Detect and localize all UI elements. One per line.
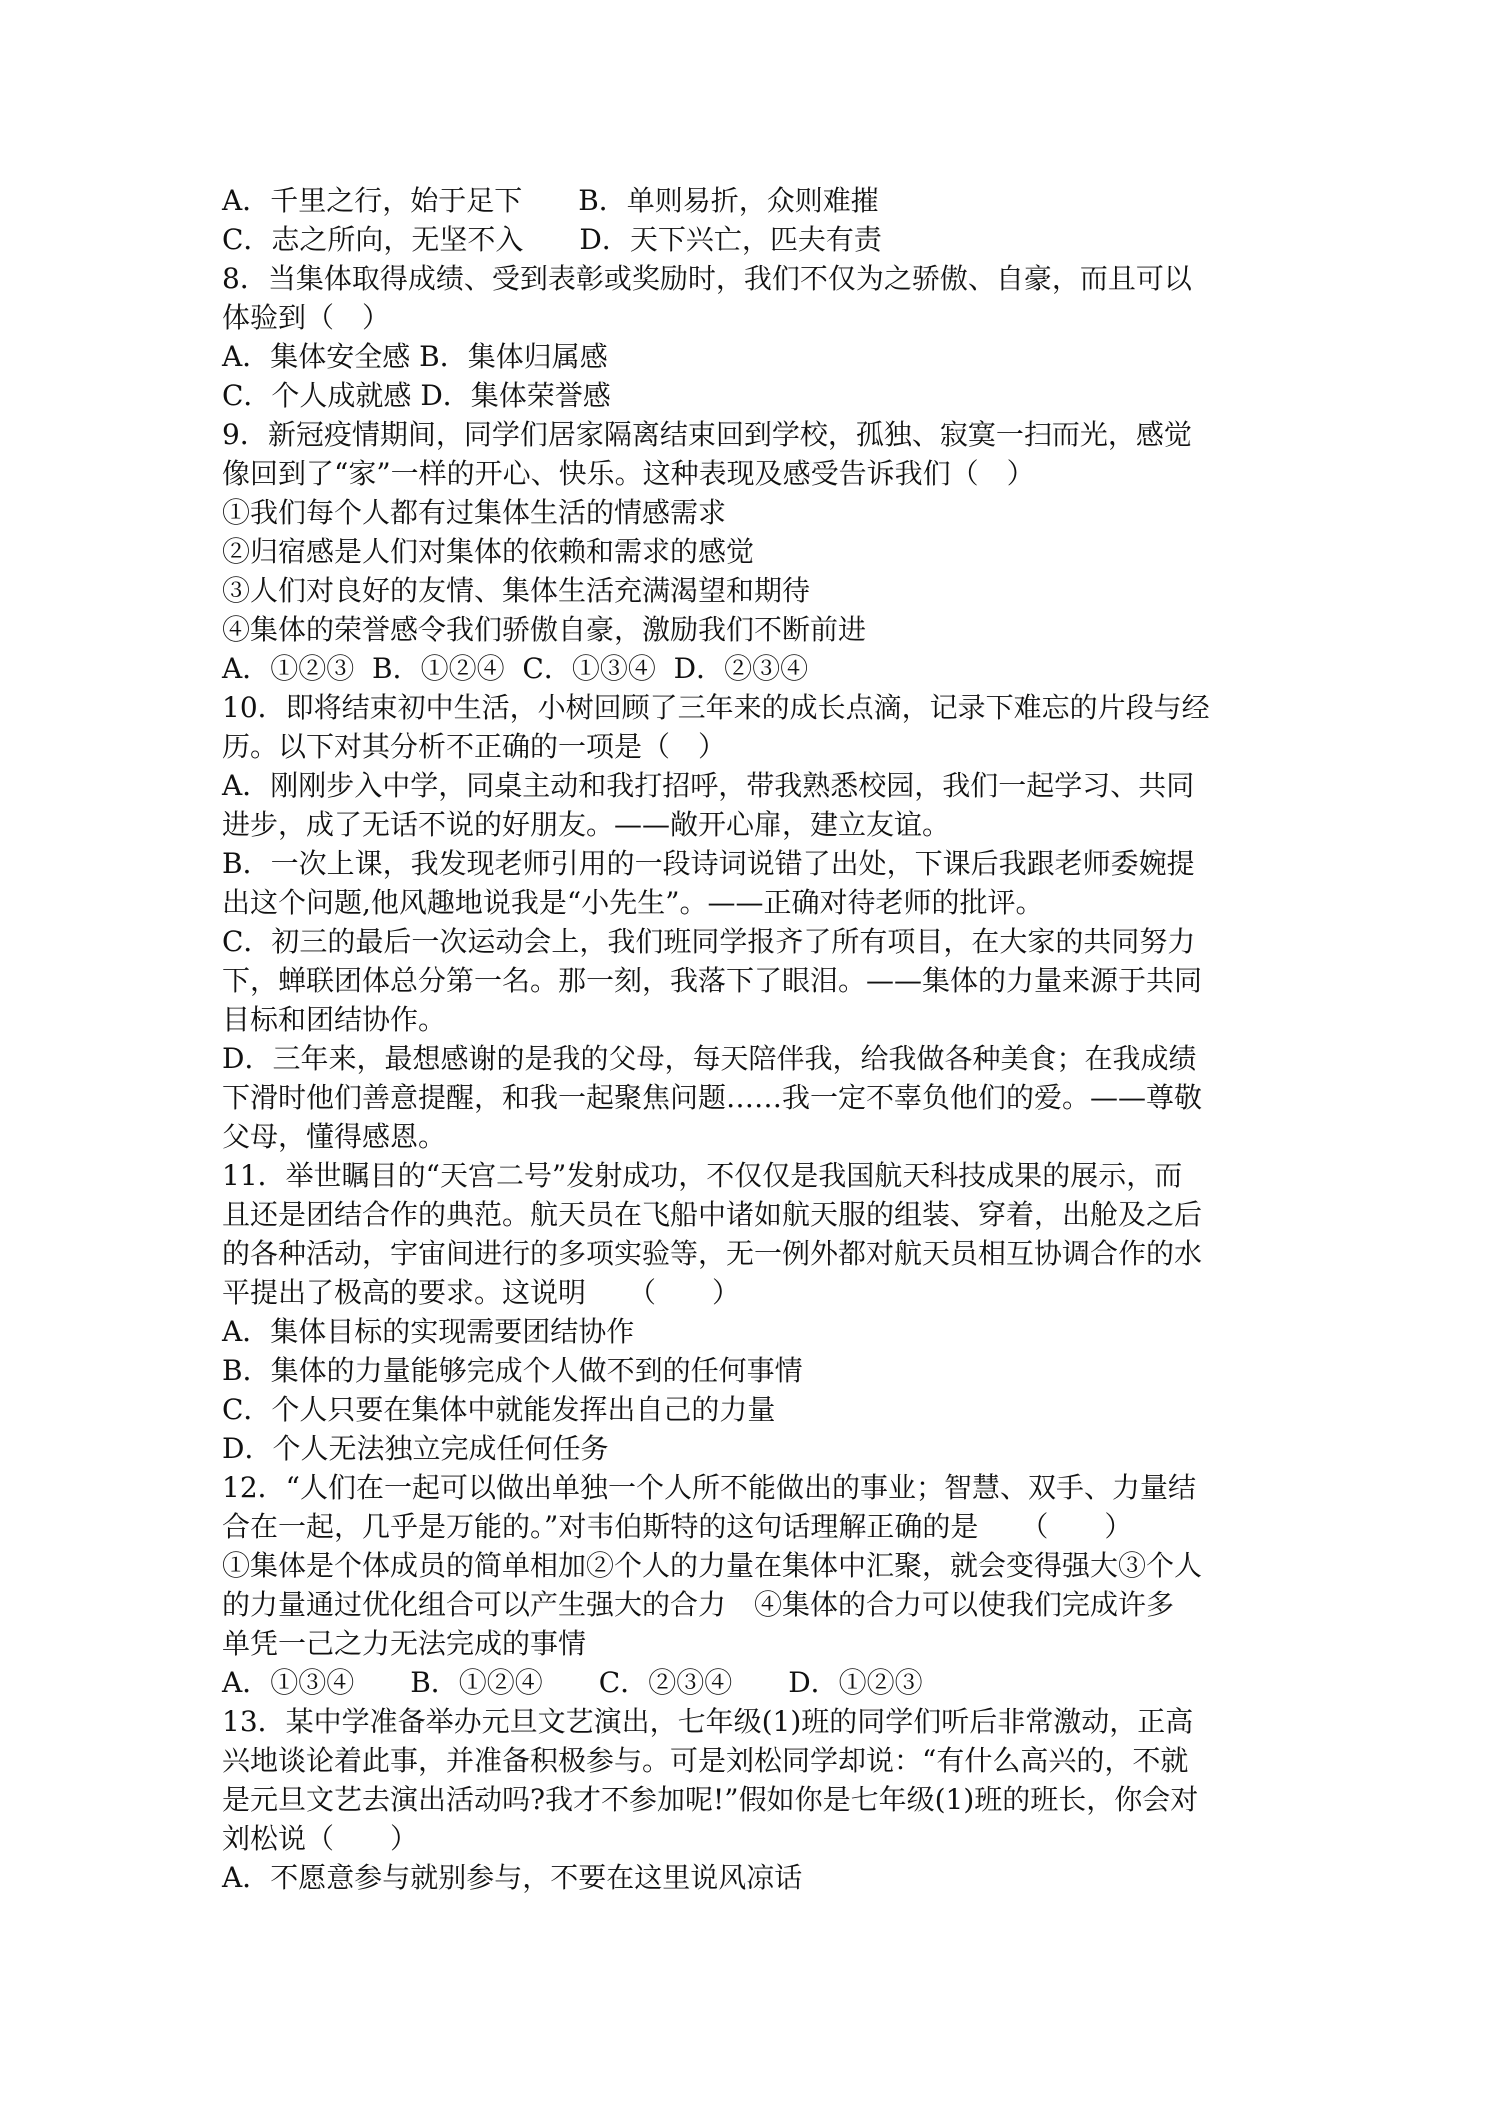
text-line: A．集体目标的实现需要团结协作	[222, 1315, 635, 1348]
text-line: 父母，懂得感恩。	[222, 1120, 447, 1153]
text-line: 12．“人们在一起可以做出单独一个人所不能做出的事业；智慧、双手、力量结	[222, 1471, 1196, 1504]
text-line: A．集体安全感 B．集体归属感	[222, 340, 608, 373]
text-line: ④集体的荣誉感令我们骄傲自豪，激励我们不断前进	[222, 613, 867, 646]
text-line: 兴地谈论着此事，并准备积极参与。可是刘松同学却说：“有什么高兴的，不就	[222, 1744, 1189, 1777]
text-line: 11．举世瞩目的“天宫二号”发射成功，不仅仅是我国航天科技成果的展示，而	[222, 1159, 1183, 1192]
text-line: ①我们每个人都有过集体生活的情感需求	[222, 496, 727, 529]
text-line: B．集体的力量能够完成个人做不到的任何事情	[222, 1354, 803, 1387]
text-line: 刘松说（ ）	[222, 1822, 419, 1855]
text-line: C．初三的最后一次运动会上，我们班同学报齐了所有项目，在大家的共同努力	[222, 925, 1196, 958]
text-line: ②归宿感是人们对集体的依赖和需求的感觉	[222, 535, 755, 568]
text-line: 像回到了“家”一样的开心、快乐。这种表现及感受告诉我们（ ）	[222, 457, 1035, 490]
text-line: C．个人成就感 D．集体荣誉感	[222, 379, 611, 412]
text-line: 下滑时他们善意提醒，和我一起聚焦问题……我一定不辜负他们的爱。——尊敬	[222, 1081, 1203, 1114]
text-line: 目标和团结协作。	[222, 1003, 447, 1036]
text-line: 的各种活动，宇宙间进行的多项实验等，无一例外都对航天员相互协调合作的水	[222, 1237, 1203, 1270]
text-line: B．一次上课，我发现老师引用的一段诗词说错了出处，下课后我跟老师委婉提	[222, 847, 1195, 880]
text-line: D．三年来，最想感谢的是我的父母，每天陪伴我，给我做各种美食；在我成绩	[222, 1042, 1197, 1075]
text-line: A．①③④ B．①②④ C．②③④ D．①②③	[222, 1666, 923, 1699]
text-line: 是元旦文艺去演出活动吗?我才不参加呢!”假如你是七年级(1)班的班长，你会对	[222, 1783, 1199, 1816]
text-line: 进步，成了无话不说的好朋友。——敞开心扉，建立友谊。	[222, 808, 951, 841]
text-line: A．不愿意参与就别参与，不要在这里说风凉话	[222, 1861, 803, 1894]
text-line: 体验到（ ）	[222, 301, 391, 334]
text-line: A．刚刚步入中学，同桌主动和我打招呼，带我熟悉校园，我们一起学习、共同	[222, 769, 1195, 802]
text-line: 的力量通过优化组合可以产生强大的合力 ④集体的合力可以使我们完成许多	[222, 1588, 1175, 1621]
text-line: 8．当集体取得成绩、受到表彰或奖励时，我们不仅为之骄傲、自豪，而且可以	[222, 262, 1192, 295]
text-line: C．志之所向，无坚不入 D．天下兴亡，匹夫有责	[222, 223, 882, 256]
text-line: 下，蝉联团体总分第一名。那一刻，我落下了眼泪。——集体的力量来源于共同	[222, 964, 1203, 997]
text-line: ①集体是个体成员的简单相加②个人的力量在集体中汇聚，就会变得强大③个人	[222, 1549, 1203, 1582]
text-line: 9．新冠疫情期间，同学们居家隔离结束回到学校，孤独、寂寞一扫而光，感觉	[222, 418, 1192, 451]
document-page	[222, 181, 1272, 1897]
text-line: D．个人无法独立完成任何任务	[222, 1432, 609, 1465]
text-line: A．千里之行，始于足下 B．单则易折，众则难摧	[222, 184, 879, 217]
text-line: A．①②③ B．①②④ C．①③④ D．②③④	[222, 652, 809, 685]
text-line: 10．即将结束初中生活，小树回顾了三年来的成长点滴，记录下难忘的片段与经	[222, 691, 1210, 724]
text-line: 13．某中学准备举办元旦文艺演出，七年级(1)班的同学们听后非常激动，正高	[222, 1705, 1194, 1738]
text-line: C．个人只要在集体中就能发挥出自己的力量	[222, 1393, 776, 1426]
text-line: 合在一起，几乎是万能的。”对韦伯斯特的这句话理解正确的是 （ ）	[222, 1510, 1133, 1543]
text-line: 单凭一己之力无法完成的事情	[222, 1627, 587, 1660]
text-line: 出这个问题,他风趣地说我是“小先生”。——正确对待老师的批评。	[222, 886, 1044, 919]
text-line: 且还是团结合作的典范。航天员在飞船中诸如航天服的组装、穿着，出舱及之后	[222, 1198, 1203, 1231]
text-line: 历。以下对其分析不正确的一项是（ ）	[222, 730, 727, 763]
text-line: ③人们对良好的友情、集体生活充满渴望和期待	[222, 574, 811, 607]
text-line: 平提出了极高的要求。这说明 （ ）	[222, 1276, 741, 1309]
